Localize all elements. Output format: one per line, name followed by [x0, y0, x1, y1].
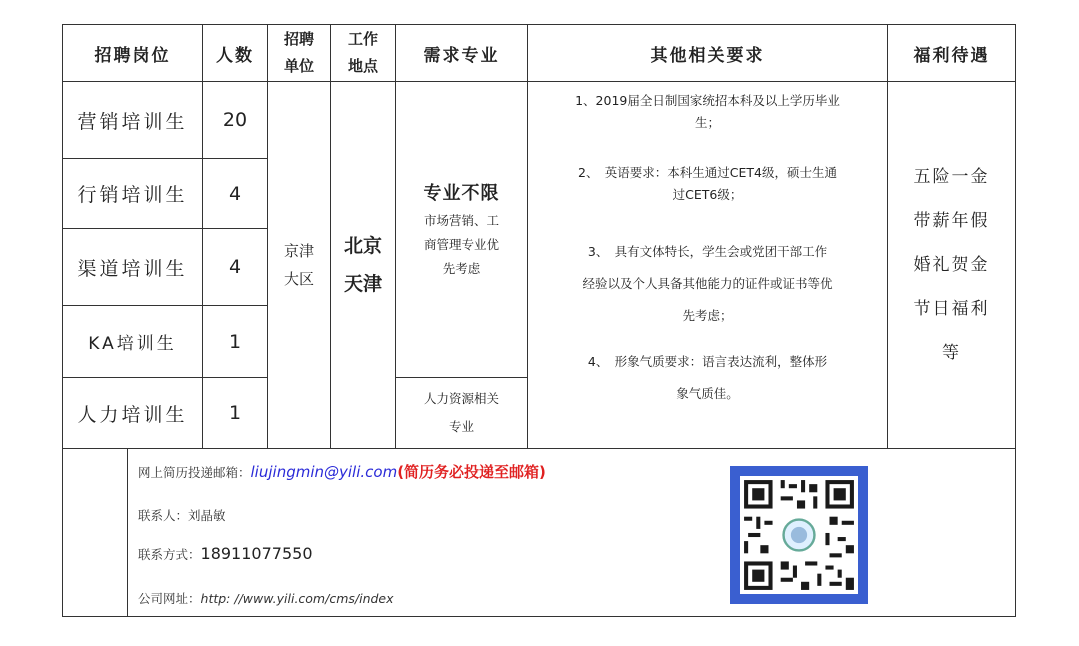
phone-label: 联系方式：: [138, 547, 201, 562]
row-1-count-text: 20: [222, 109, 248, 131]
header-unit: [267, 24, 331, 82]
row-2-count-text: 4: [228, 182, 242, 205]
row-4-position-text: KA培训生: [88, 334, 177, 354]
requirement-3-line1: 3、 具有文体特长，学生会或党团干部工作: [587, 244, 828, 259]
benefit-2: 带薪年假: [913, 211, 990, 231]
row-4-count: [202, 305, 268, 378]
header-major-text: 需求专业: [423, 45, 500, 66]
header-benefits: [887, 24, 1016, 82]
contact-left-blank: [62, 448, 128, 617]
requirement-2-line2: 过CET6级；: [672, 187, 743, 202]
row-4-count-text: 1: [228, 330, 242, 353]
requirement-3-line3: 先考虑；: [682, 308, 733, 323]
unit-line2: 大区: [283, 270, 314, 288]
requirements-cell: [527, 81, 888, 449]
major-main-title: 专业不限: [423, 182, 500, 204]
person-line: [138, 506, 226, 524]
row-2-count: [202, 158, 268, 229]
phone-line: [138, 544, 313, 563]
email-note: (简历务必投递至邮箱): [397, 463, 546, 481]
row-2-position-text: 行销培训生: [77, 184, 188, 206]
site-label: 公司网址：: [138, 591, 201, 606]
header-count-text: 人数: [216, 45, 254, 66]
location-line2: 天津: [343, 273, 382, 295]
requirement-2-line1: 2、 英语要求：本科生通过CET4级，硕士生通: [578, 165, 837, 180]
benefit-1: 五险一金: [913, 167, 990, 187]
location-line1: 北京: [343, 235, 382, 257]
header-benefits-text: 福利待遇: [913, 45, 990, 66]
header-unit-line1: 招聘: [283, 30, 314, 48]
email-label: 网上简历投递邮箱：: [138, 465, 251, 480]
major-hr-line2: 专业: [448, 419, 474, 434]
row-3-position-text: 渠道培训生: [77, 257, 188, 280]
unit-cell: [267, 81, 331, 449]
header-other: [527, 24, 888, 82]
header-position-text: 招聘岗位: [94, 45, 171, 66]
requirement-1-line1: 1、2019届全日制国家统招本科及以上学历毕业: [575, 93, 840, 108]
header-position: [62, 24, 203, 82]
major-main-desc-1: 市场营销、工: [423, 212, 499, 228]
phone-number: 18911077550: [200, 544, 313, 563]
row-5-position-text: 人力培训生: [77, 403, 188, 426]
header-unit-line2: 单位: [283, 57, 314, 75]
row-5-count-text: 1: [228, 402, 242, 424]
header-other-text: 其他相关要求: [650, 45, 765, 66]
benefits-cell: [887, 81, 1016, 449]
row-1-position: [62, 81, 203, 159]
major-main-desc-2: 商管理专业优: [423, 236, 499, 252]
header-count: [202, 24, 268, 82]
benefit-3: 婚礼贺金: [913, 255, 990, 275]
row-4-position: [62, 305, 203, 378]
person-name: 刘晶敏: [188, 508, 226, 523]
row-5-position: [62, 377, 203, 449]
benefit-5: 等: [942, 343, 961, 363]
row-5-count: [202, 377, 268, 449]
row-2-position: [62, 158, 203, 229]
unit-line1: 京津: [283, 242, 314, 260]
requirement-1-line2: 生；: [694, 115, 720, 130]
major-main-desc-3: 先考虑: [442, 260, 481, 276]
benefit-4: 节日福利: [913, 299, 990, 319]
qr-code-image: [730, 466, 868, 604]
person-label: 联系人：: [138, 508, 189, 523]
requirement-4-line1: 4、 形象气质要求：语言表达流利，整体形: [587, 354, 828, 369]
qr-code-icon: [740, 476, 858, 594]
header-location: [330, 24, 396, 82]
row-3-position: [62, 228, 203, 306]
row-1-count: [202, 81, 268, 159]
row-1-position-text: 营销培训生: [77, 110, 188, 133]
major-main-cell: [395, 81, 528, 378]
location-cell: [330, 81, 396, 449]
row-3-count: [202, 228, 268, 306]
major-hr-line1: 人力资源相关: [423, 391, 499, 406]
site-link[interactable]: http: //www.yili.com/cms/index: [200, 591, 394, 606]
row-3-count-text: 4: [228, 256, 242, 278]
requirement-4-line2: 象气质佳。: [676, 386, 739, 401]
site-line: [138, 589, 394, 607]
major-hr-cell: [395, 377, 528, 449]
email-line: [138, 461, 546, 482]
email-link[interactable]: liujingmin@yili.com: [250, 463, 398, 481]
header-location-line1: 工作: [347, 30, 378, 48]
requirement-3-line2: 经验以及个人具备其他能力的证件或证书等优: [582, 276, 833, 291]
header-location-line2: 地点: [347, 57, 378, 75]
header-major: [395, 24, 528, 82]
